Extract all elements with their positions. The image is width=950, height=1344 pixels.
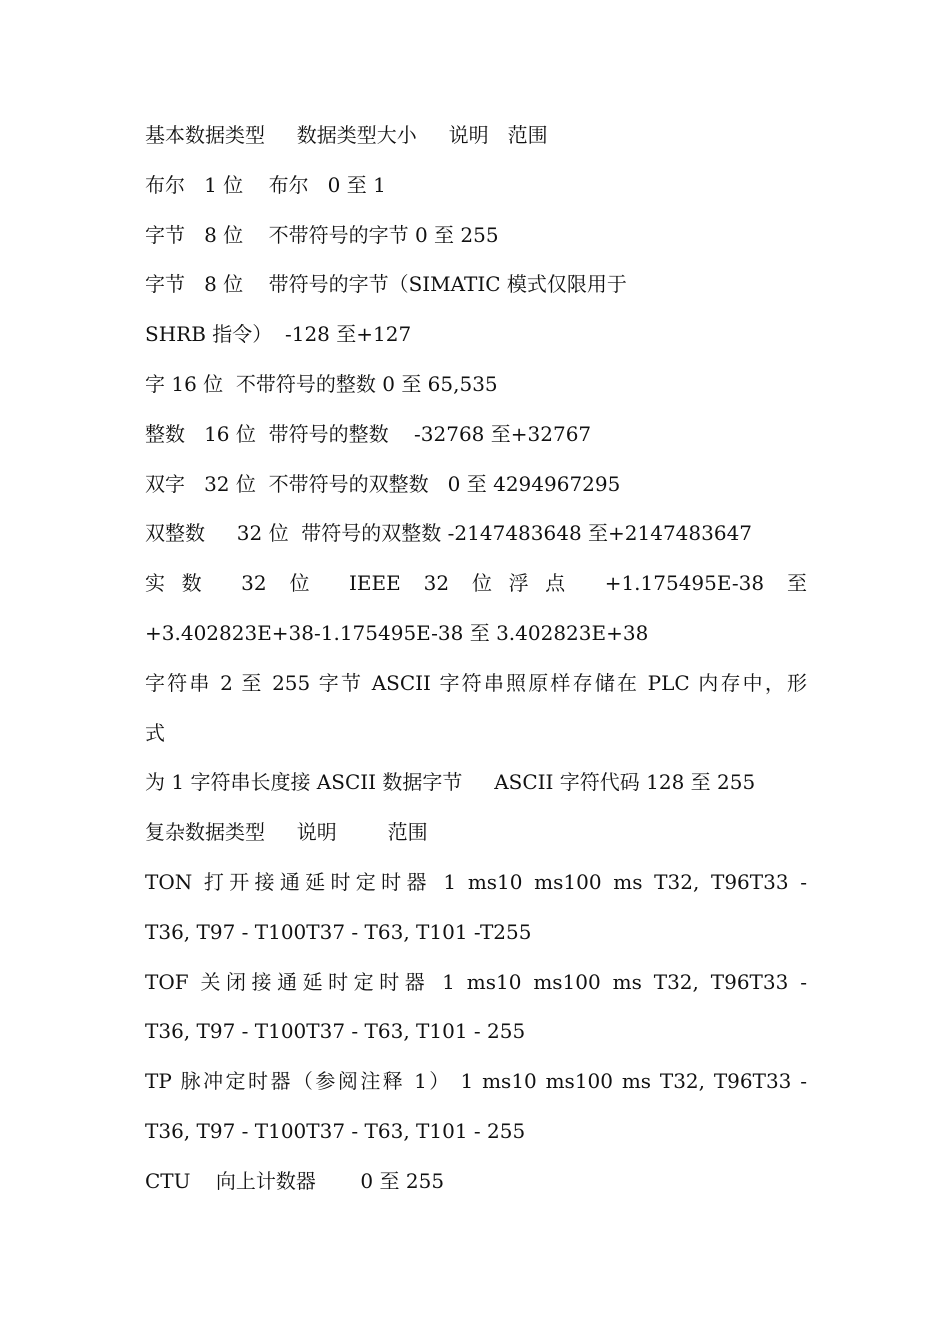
text-line: 双整数 32 位 带符号的双整数 -2147483648 至+2147483647 — [145, 521, 753, 546]
text-line: 为 1 字符串长度接 ASCII 数据字节 ASCII 字符代码 128 至 255 — [145, 770, 756, 795]
text-line: T36, T97 - T100T37 - T63, T101 - 255 — [145, 1118, 526, 1143]
text-line: TON 打开接通延时定时器 1 ms10 ms100 ms T32, T96T33 - — [145, 869, 807, 894]
text-line: SHRB 指令） -128 至+127 — [145, 322, 412, 347]
text-line: 字符串 2 至 255 字节 ASCII 字符串照原样存储在 PLC 内存中，形 — [145, 670, 807, 695]
text-line: 式 — [145, 720, 165, 745]
text-line: 整数 16 位 带符号的整数 -32768 至+32767 — [145, 421, 592, 446]
text-line: TP 脉冲定时器（参阅注释 1） 1 ms10 ms100 ms T32, T96T33 - — [145, 1069, 807, 1094]
text-line: 字节 8 位 带符号的字节（SIMATIC 模式仅限用于 — [145, 272, 627, 297]
text-line: 布尔 1 位 布尔 0 至 1 — [145, 172, 386, 197]
text-line: TOF 关闭接通延时定时器 1 ms10 ms100 ms T32, T96T33 - — [145, 969, 807, 994]
text-line: 字 16 位 不带符号的整数 0 至 65,535 — [145, 371, 498, 396]
text-line: 字节 8 位 不带符号的字节 0 至 255 — [145, 222, 499, 247]
text-line: 双字 32 位 不带符号的双整数 0 至 4294967295 — [145, 471, 621, 496]
text-line: 实数 32 位 IEEE 32 位浮点 +1.175495E-38 至 — [145, 571, 807, 596]
text-line: CTU 向上计数器 0 至 255 — [145, 1168, 445, 1193]
text-line: T36, T97 - T100T37 - T63, T101 - 255 — [145, 1019, 526, 1044]
text-line: 基本数据类型 数据类型大小 说明 范围 — [145, 123, 548, 147]
text-line: 复杂数据类型 说明 范围 — [145, 820, 428, 845]
text-line: T36, T97 - T100T37 - T63, T101 -T255 — [145, 919, 532, 944]
text-line: +3.402823E+38-1.175495E-38 至 3.402823E+38 — [145, 620, 649, 645]
document-body — [145, 111, 807, 1207]
